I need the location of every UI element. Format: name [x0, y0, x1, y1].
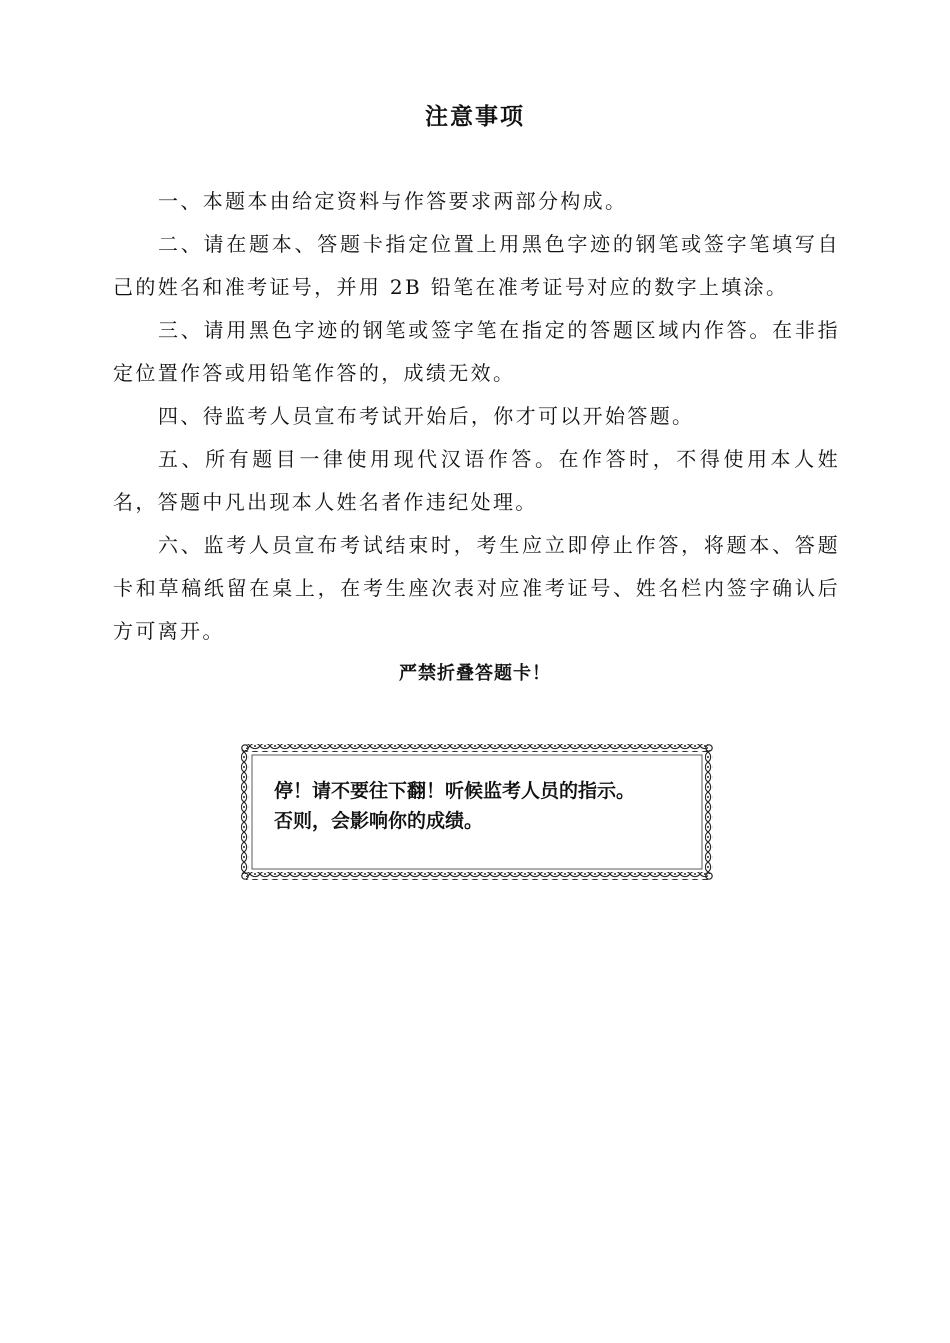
stop-notice-line-2: 否则，会影响你的成绩。 [274, 810, 484, 832]
note-item-3: 三、请用黑色字迹的钢笔或签字笔在指定的答题区域内作答。在非指定位置作答或用铅笔作答的，成绩无效。 [113, 318, 840, 385]
note-item-1: 一、本题本由给定资料与作答要求两部分构成。 [158, 189, 628, 213]
notes-list [113, 180, 840, 653]
stop-notice-text [274, 776, 694, 836]
page-title: 注意事项 [425, 104, 525, 130]
note-item-2: 二、请在题本、答题卡指定位置上用黑色字迹的钢笔或签字笔填写自己的姓名和准考证号，并用 2B 铅笔在准考证号对应的数字上填涂。 [113, 232, 840, 299]
stop-notice-line-1: 停！请不要往下翻！听候监考人员的指示。 [274, 780, 636, 802]
note-item-6: 六、监考人员宣布考试结束时，考生应立即停止作答，将题本、答题卡和草稿纸留在桌上，在考生座次表对应准考证号、姓名栏内签字确认后方可离开。 [113, 533, 840, 643]
fold-warning: 严禁折叠答题卡！ [399, 663, 551, 684]
note-item-5: 五、所有题目一律使用现代汉语作答。在作答时，不得使用本人姓名，答题中凡出现本人姓名者作违纪处理。 [113, 447, 840, 514]
note-item-4: 四、待监考人员宣布考试开始后，你才可以开始答题。 [158, 404, 695, 428]
stop-notice-box [240, 742, 714, 882]
